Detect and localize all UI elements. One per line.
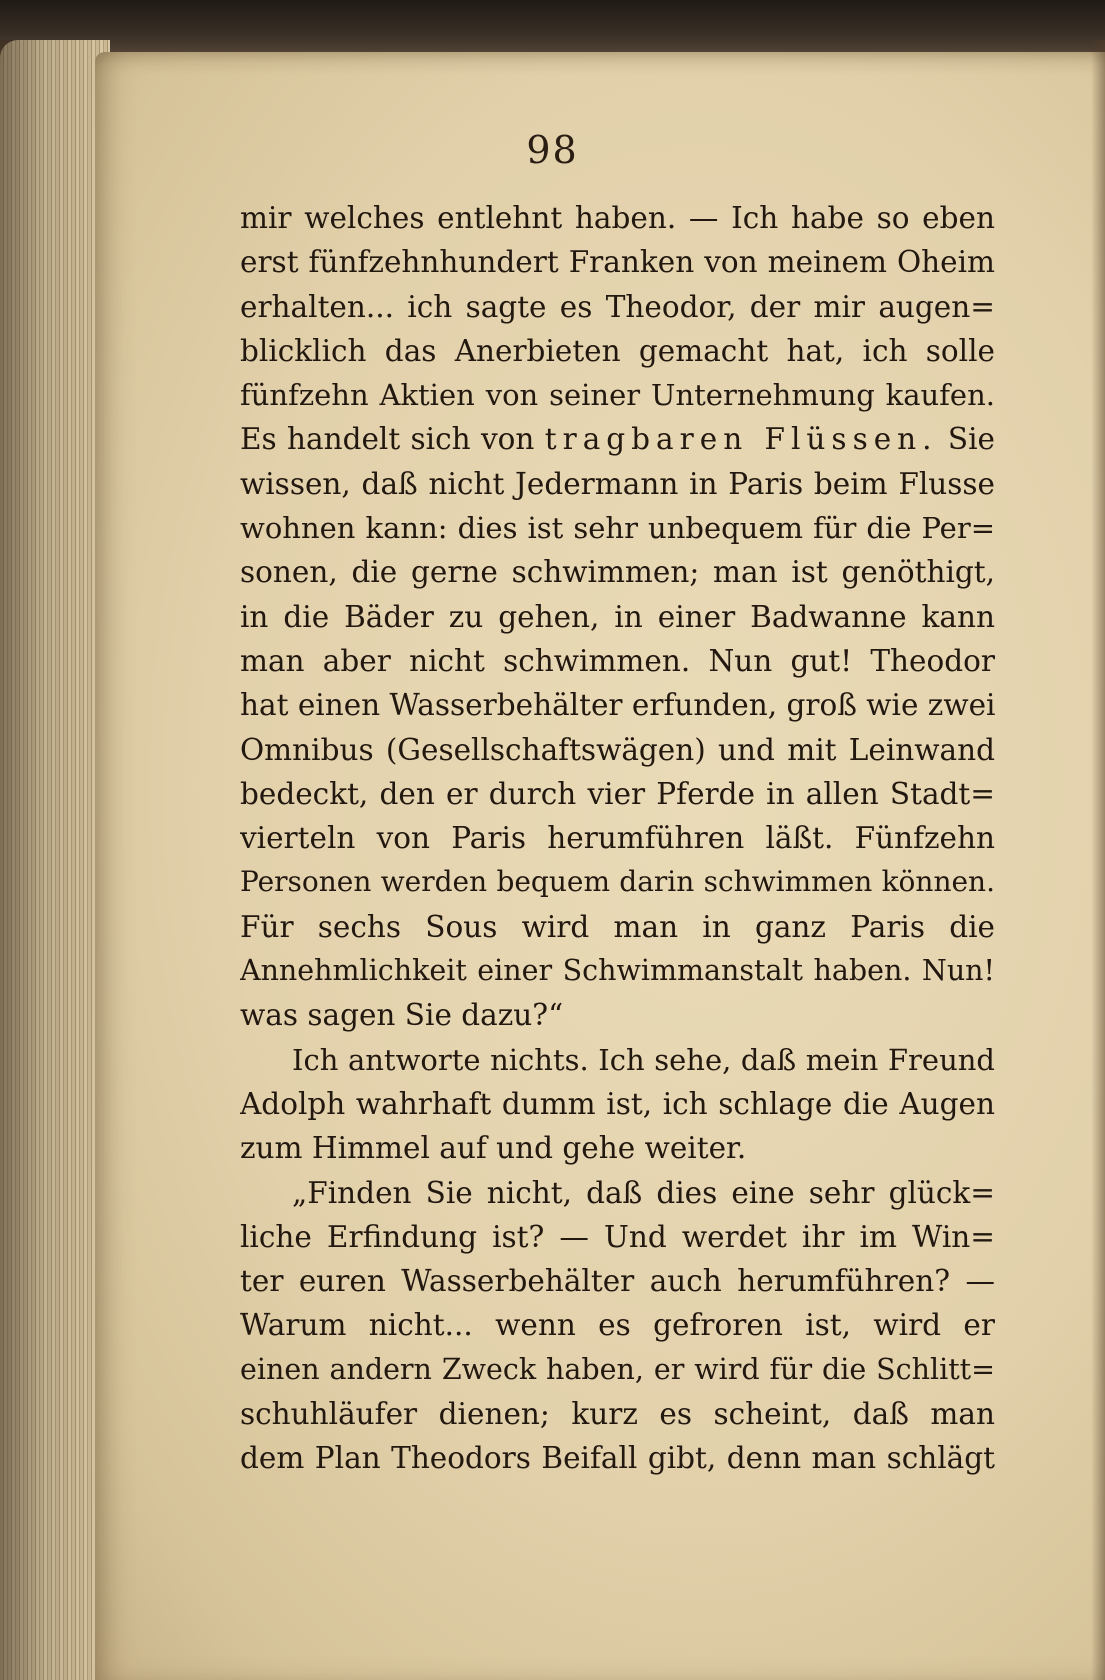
text-line: was sagen Sie dazu?“ [240, 998, 564, 1033]
text-line: „Finden Sie nicht, daß dies eine sehr glück= [292, 1175, 995, 1210]
text-segment: Es handelt sich von [240, 422, 535, 457]
text-line: sonen, die gerne schwimmen; man ist genöthigt, [240, 555, 995, 590]
text-line-emphasis [240, 417, 995, 461]
text-line: Für sechs Sous wird man in ganz Paris die [240, 909, 995, 944]
text-line: hat einen Wasserbehälter erfunden, groß wie zwei [240, 688, 995, 723]
text-line: schuhläufer dienen; kurz es scheint, daß man [240, 1397, 995, 1432]
text-line: mir welches entlehnt haben. — Ich habe so eben [240, 201, 995, 235]
text-line: einen andern Zweck haben, er wird für die Schlitt= [240, 1352, 995, 1386]
page-right-shadow [1091, 40, 1105, 1680]
text-line: Omnibus (Gesellschaftswägen) und mit Leinwand [240, 732, 995, 767]
book-cover-edge [0, 0, 1105, 60]
text-line: wohnen kann: dies ist sehr unbequem für die Per= [240, 511, 995, 546]
text-line: liche Erfindung ist? — Und werdet ihr im Win= [240, 1219, 995, 1254]
page-number: 98 [526, 128, 579, 172]
text-line: Adolph wahrhaft dumm ist, ich schlage die Augen [240, 1086, 995, 1121]
text-segment: Sie [947, 422, 995, 457]
text-line: fünfzehn Aktien von seiner Unternehmung kaufen. [240, 378, 995, 413]
text-line: dem Plan Theodors Beifall gibt, denn man schlägt [240, 1441, 995, 1476]
text-line: ter euren Wasserbehälter auch herumführen? — [240, 1264, 995, 1299]
text-line: vierteln von Paris herumführen läßt. Fünfzehn [240, 821, 995, 856]
text-line: blicklich das Anerbieten gemacht hat, ich solle [240, 333, 995, 368]
text-line: erst fünfzehnhundert Franken von meinem Oheim [240, 245, 995, 280]
text-line: zum Himmel auf und gehe weiter. [240, 1131, 747, 1166]
spaced-emphasis: tragbaren Flüssen. [544, 422, 938, 457]
text-line: Personen werden bequem darin schwimmen können. [240, 865, 995, 899]
text-line: Warum nicht... wenn es gefroren ist, wird er [240, 1308, 995, 1343]
text-line: Annehmlichkeit einer Schwimmanstalt haben. Nun! [240, 954, 995, 988]
text-line: erhalten... ich sagte es Theodor, der mir augen= [240, 289, 995, 324]
page-body-text [240, 196, 995, 1481]
page-leaf-edges [0, 40, 110, 1680]
text-line: man aber nicht schwimmen. Nun gut! Theodor [240, 643, 995, 678]
text-line: Ich antworte nichts. Ich sehe, daß mein Freund [292, 1042, 995, 1077]
text-line: wissen, daß nicht Jedermann in Paris beim Flusse [240, 466, 995, 501]
text-line: bedeckt, den er durch vier Pferde in allen Stadt= [240, 776, 995, 811]
text-line: in die Bäder zu gehen, in einer Badwanne kann [240, 599, 995, 634]
